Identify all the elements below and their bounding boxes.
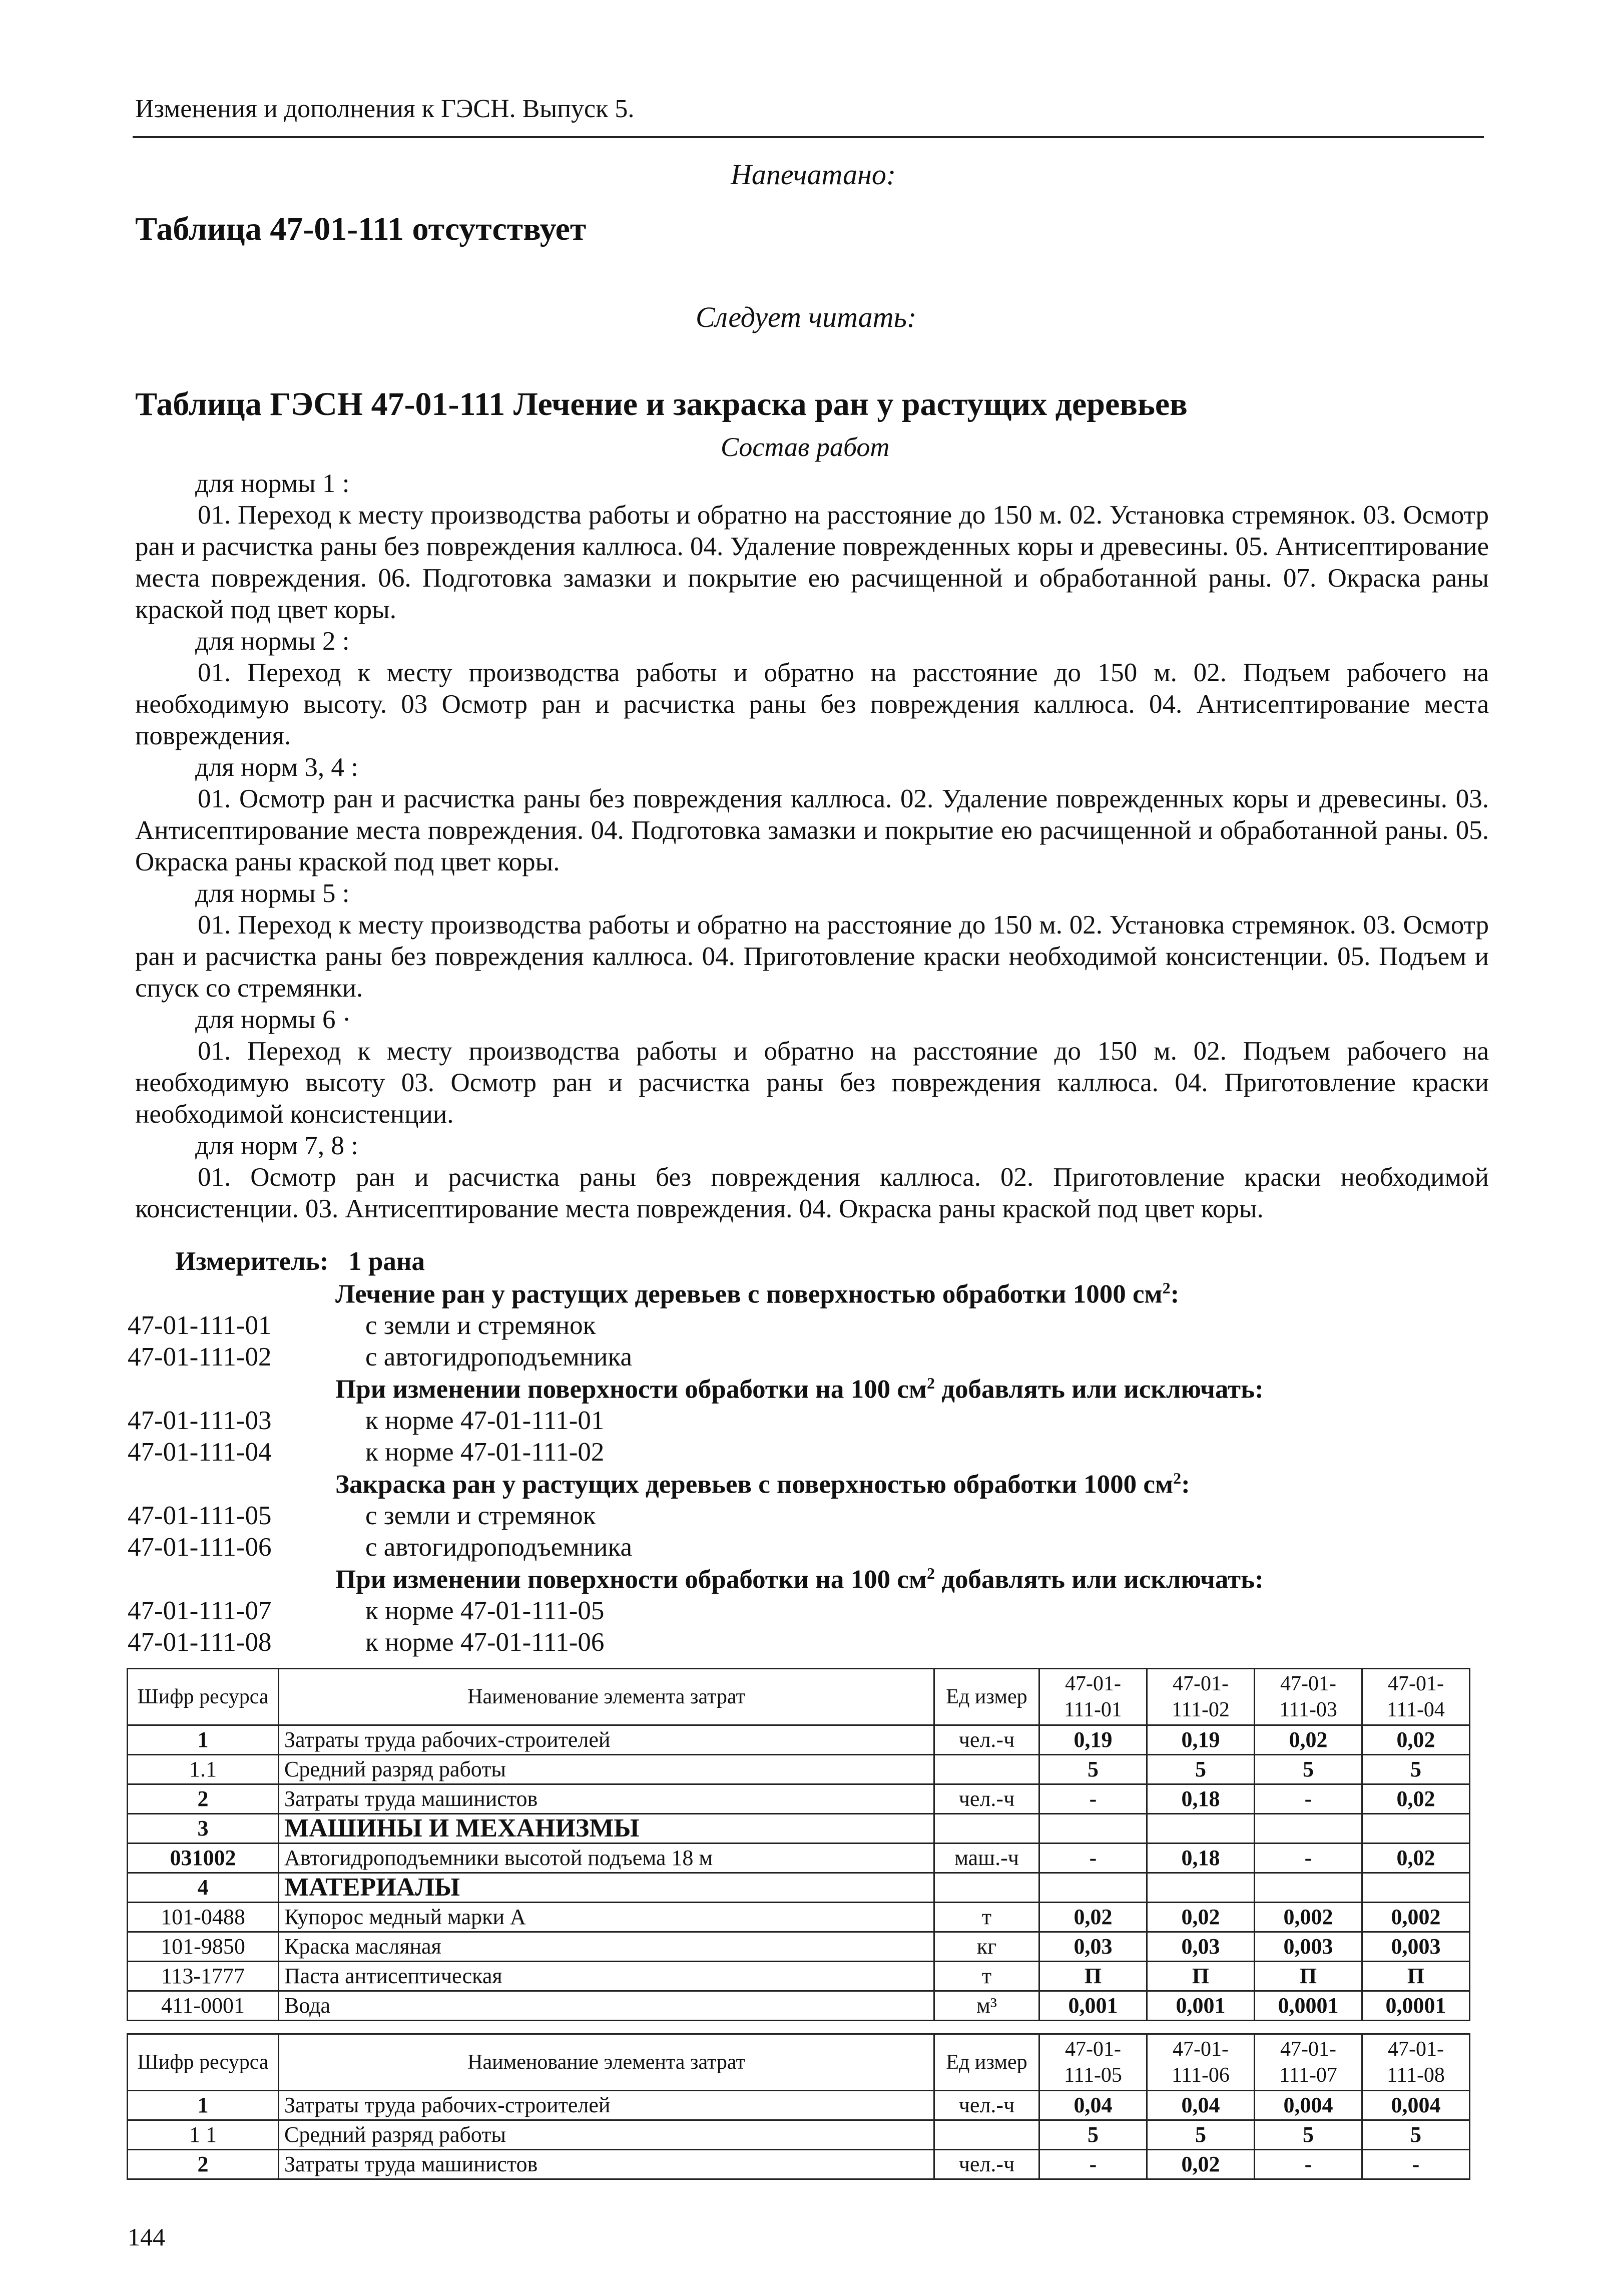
- norm-desc: с автогидроподъемника: [365, 1342, 633, 1371]
- cell-value: -: [1039, 1784, 1147, 1814]
- cell-value: 0,004: [1255, 2091, 1362, 2120]
- table-row: [128, 1844, 1470, 1873]
- cell-value: [1362, 1873, 1470, 1903]
- header-norm-column: 47-01- 111-04: [1362, 1669, 1470, 1725]
- norm-desc: к норме 47-01-111-02: [365, 1438, 605, 1467]
- cell-unit: [934, 2120, 1039, 2150]
- cell-name: Затраты труда машинистов: [279, 1784, 934, 1814]
- header-rule: [133, 136, 1484, 138]
- cell-value: -: [1255, 1844, 1362, 1873]
- work-composition: [135, 468, 1489, 1225]
- cell-unit: маш.-ч: [934, 1844, 1039, 1873]
- cell-name: МАТЕРИАЛЫ: [279, 1873, 934, 1903]
- table-row: [128, 2120, 1470, 2150]
- absent-table-title: Таблица 47-01-111 отсутствует: [135, 211, 587, 247]
- cell-value: -: [1255, 2150, 1362, 2179]
- group-heading: Лечение ран у растущих деревьев с поверхностью обработки 1000 $см^2$:: [335, 1279, 1180, 1309]
- cell-value: [1039, 1873, 1147, 1903]
- norm-desc: с земли и стремянок: [365, 1311, 596, 1340]
- table-header-row: [128, 2034, 1470, 2091]
- cell-unit: чел.-ч: [934, 1784, 1039, 1814]
- cell-value: 5: [1255, 1755, 1362, 1784]
- table-title: Таблица ГЭСН 47-01-111 Лечение и закраска ран у растущих деревьев: [135, 386, 1188, 422]
- cell-value: [1255, 1814, 1362, 1844]
- cell-value: 0,18: [1147, 1844, 1255, 1873]
- norm-code: 47-01-111-04: [128, 1438, 272, 1467]
- cell-value: 0,001: [1039, 1991, 1147, 2021]
- norm-label: для норм 7, 8 :: [195, 1131, 358, 1160]
- cell-name: Средний разряд работы: [279, 2120, 934, 2150]
- header-code: Шифр ресурса: [128, 2034, 279, 2091]
- header-norm-column: 47-01- 111-06: [1147, 2034, 1255, 2091]
- cell-value: 0,02: [1039, 1903, 1147, 1932]
- norm-label: для нормы 5 :: [195, 879, 350, 908]
- cell-value: 0,02: [1362, 1725, 1470, 1755]
- cell-value: [1147, 1814, 1255, 1844]
- cell-unit: [934, 1814, 1039, 1844]
- cell-name: МАШИНЫ И МЕХАНИЗМЫ: [279, 1814, 934, 1844]
- cell-unit: чел.-ч: [934, 1725, 1039, 1755]
- cell-name: Автогидроподъемники высотой подъема 18 м: [279, 1844, 934, 1873]
- table-row: [128, 1932, 1470, 1962]
- header-norm-column: 47-01- 111-02: [1147, 1669, 1255, 1725]
- cell-value: [1255, 1873, 1362, 1903]
- cell-value: -: [1039, 2150, 1147, 2179]
- norm-code: 47-01-111-08: [128, 1628, 272, 1657]
- header-norm-column: 47-01- 111-03: [1255, 1669, 1362, 1725]
- cell-code: 4: [128, 1873, 279, 1903]
- cell-value: [1362, 1814, 1470, 1844]
- cell-value: 5: [1147, 2120, 1255, 2150]
- cell-value: 0,02: [1147, 2150, 1255, 2179]
- norm-code: 47-01-111-03: [128, 1406, 272, 1435]
- cell-value: -: [1362, 2150, 1470, 2179]
- header-name: Наименование элемента затрат: [279, 1669, 934, 1725]
- norm-label: для нормы 1 :: [195, 469, 350, 498]
- running-header: Изменения и дополнения к ГЭСН. Выпуск 5.: [135, 95, 635, 123]
- norm-desc: с автогидроподъемника: [365, 1533, 633, 1562]
- cell-value: 5: [1039, 2120, 1147, 2150]
- cell-unit: т: [934, 1962, 1039, 1991]
- cell-code: 2: [128, 2150, 279, 2179]
- cell-value: 0,002: [1362, 1903, 1470, 1932]
- cell-value: 0,03: [1039, 1932, 1147, 1962]
- norm-desc: с земли и стремянок: [365, 1501, 596, 1530]
- cell-value: П: [1147, 1962, 1255, 1991]
- printed-label: Напечатано:: [731, 158, 896, 191]
- cell-name: Купорос медный марки А: [279, 1903, 934, 1932]
- cell-name: Паста антисептическая: [279, 1962, 934, 1991]
- cell-code: 1: [128, 2091, 279, 2120]
- table-row: [128, 1755, 1470, 1784]
- cell-value: 0,03: [1147, 1932, 1255, 1962]
- cell-unit: [934, 1755, 1039, 1784]
- norm-text: 01. Переход к месту производства работы и обратно на расстояние до 150 м. 02. Подъем рабочего на необходимую высоту. 03 Осмотр ран и расчистка раны без повреждения каллюса. 04. Антисептирование места повреждения.: [135, 658, 1489, 750]
- header-unit: Ед измер: [934, 2034, 1039, 2091]
- cell-value: -: [1039, 1844, 1147, 1873]
- table-row: [128, 1814, 1470, 1844]
- table-row: [128, 1903, 1470, 1932]
- cell-value: П: [1039, 1962, 1147, 1991]
- cell-value: 0,02: [1362, 1844, 1470, 1873]
- table-header-row: [128, 1669, 1470, 1725]
- header-norm-column: 47-01- 111-01: [1039, 1669, 1147, 1725]
- header-code: Шифр ресурса: [128, 1669, 279, 1725]
- cell-unit: чел.-ч: [934, 2091, 1039, 2120]
- norm-label: для нормы 2 :: [195, 627, 350, 656]
- cell-value: П: [1362, 1962, 1470, 1991]
- norm-code: 47-01-111-07: [128, 1596, 272, 1625]
- norm-label: для нормы 6 ·: [195, 1005, 351, 1034]
- cell-name: Средний разряд работы: [279, 1755, 934, 1784]
- cell-unit: чел.-ч: [934, 2150, 1039, 2179]
- norm-code: 47-01-111-06: [128, 1533, 272, 1562]
- cell-name: Затраты труда машинистов: [279, 2150, 934, 2179]
- norm-code: 47-01-111-01: [128, 1311, 272, 1340]
- cell-code: 411-0001: [128, 1991, 279, 2021]
- cell-value: 0,0001: [1255, 1991, 1362, 2021]
- cell-code: 3: [128, 1814, 279, 1844]
- header-unit: Ед измер: [934, 1669, 1039, 1725]
- resource-table-1: [127, 1668, 1470, 2021]
- table-row: [128, 2150, 1470, 2179]
- cell-name: Краска масляная: [279, 1932, 934, 1962]
- norm-label: для норм 3, 4 :: [195, 753, 358, 782]
- cell-code: 101-9850: [128, 1932, 279, 1962]
- cell-value: 0,02: [1362, 1784, 1470, 1814]
- cell-value: 0,0001: [1362, 1991, 1470, 2021]
- cell-code: 1: [128, 1725, 279, 1755]
- norm-text: 01. Осмотр ран и расчистка раны без повреждения каллюса. 02. Приготовление краски необходимой консистенции. 03. Антисептирование места повреждения. 04. Окраска раны краской под цвет коры.: [135, 1163, 1489, 1223]
- norm-desc: к норме 47-01-111-06: [365, 1628, 605, 1657]
- cell-value: 0,04: [1147, 2091, 1255, 2120]
- cell-code: 1 1: [128, 2120, 279, 2150]
- cell-name: Затраты труда рабочих-строителей: [279, 2091, 934, 2120]
- cell-value: 0,002: [1255, 1903, 1362, 1932]
- header-norm-column: 47-01- 111-05: [1039, 2034, 1147, 2091]
- header-norm-column: 47-01- 111-08: [1362, 2034, 1470, 2091]
- cell-name: Вода: [279, 1991, 934, 2021]
- table-row: [128, 1725, 1470, 1755]
- cell-value: -: [1255, 1784, 1362, 1814]
- norm-text: 01. Переход к месту производства работы и обратно на расстояние до 150 м. 02. Установка стремянок. 03. Осмотр ран и расчистка раны без повреждения каллюса. 04. Удаление поврежденных коры и древесины. 05. Антисептирование места повреждения. 06. Подготовка замазки и покрытие ею расчищенной и обработанной раны. 07. Окраска раны краской под цвет коры.: [135, 501, 1489, 624]
- norm-code: 47-01-111-02: [128, 1342, 272, 1371]
- cell-value: 5: [1362, 1755, 1470, 1784]
- group-heading: При изменении поверхности обработки на 100 $см^2$ добавлять или исключать:: [335, 1564, 1264, 1594]
- resource-table-1-body: [128, 1669, 1470, 2021]
- cell-code: 2: [128, 1784, 279, 1814]
- cell-unit: м³: [934, 1991, 1039, 2021]
- cell-code: 031002: [128, 1844, 279, 1873]
- norm-desc: к норме 47-01-111-05: [365, 1596, 605, 1625]
- cell-value: 0,18: [1147, 1784, 1255, 1814]
- resource-table-2: [127, 2033, 1470, 2180]
- norm-text: 01. Переход к месту производства работы и обратно на расстояние до 150 м. 02. Подъем рабочего на необходимую высоту 03. Осмотр ран и расчистка раны без повреждения каллюса. 04. Приготовление краски необходимой консистенции.: [135, 1037, 1489, 1129]
- read-label: Следует читать:: [696, 301, 917, 333]
- norm-text: 01. Переход к месту производства работы и обратно на расстояние до 150 м. 02. Установка стремянок. 03. Осмотр ран и расчистка раны без повреждения каллюса. 04. Приготовление краски необходимой консистенции. 05. Подъем и спуск со стремянки.: [135, 910, 1489, 1003]
- cell-value: 0,003: [1362, 1932, 1470, 1962]
- cell-value: 5: [1147, 1755, 1255, 1784]
- cell-value: 5: [1362, 2120, 1470, 2150]
- cell-name: Затраты труда рабочих-строителей: [279, 1725, 934, 1755]
- table-row: [128, 1962, 1470, 1991]
- cell-value: 0,003: [1255, 1932, 1362, 1962]
- group-heading: При изменении поверхности обработки на 100 $см^2$ добавлять или исключать:: [335, 1374, 1264, 1404]
- cell-value: 5: [1039, 1755, 1147, 1784]
- cell-code: 113-1777: [128, 1962, 279, 1991]
- cell-value: 0,19: [1039, 1725, 1147, 1755]
- norm-desc: к норме 47-01-111-01: [365, 1406, 605, 1435]
- table-row: [128, 1991, 1470, 2021]
- norm-text: 01. Осмотр ран и расчистка раны без повреждения каллюса. 02. Удаление поврежденных коры и древесины. 03. Антисептирование места повреждения. 04. Подготовка замазки и покрытие ею расчищенной и обработанной раны. 05. Окраска раны краской под цвет коры.: [135, 784, 1489, 876]
- cell-value: 0,02: [1255, 1725, 1362, 1755]
- cell-value: 0,004: [1362, 2091, 1470, 2120]
- cell-value: [1039, 1814, 1147, 1844]
- cell-code: 1.1: [128, 1755, 279, 1784]
- norm-code: 47-01-111-05: [128, 1501, 272, 1530]
- cell-unit: [934, 1873, 1039, 1903]
- table-row: [128, 2091, 1470, 2120]
- cell-value: 0,02: [1147, 1903, 1255, 1932]
- composition-label: Состав работ: [721, 432, 890, 462]
- group-heading: Закраска ран у растущих деревьев с поверхностью обработки 1000 $см^2$:: [335, 1469, 1190, 1499]
- table-row: [128, 1873, 1470, 1903]
- table-row: [128, 1784, 1470, 1814]
- header-norm-column: 47-01- 111-07: [1255, 2034, 1362, 2091]
- header-name: Наименование элемента затрат: [279, 2034, 934, 2091]
- page-number: 144: [128, 2223, 165, 2251]
- cell-value: [1147, 1873, 1255, 1903]
- measure-line: [175, 1246, 425, 1276]
- measure-label: Измеритель:: [175, 1247, 329, 1276]
- cell-value: 0,001: [1147, 1991, 1255, 2021]
- cell-value: П: [1255, 1962, 1362, 1991]
- cell-code: 101-0488: [128, 1903, 279, 1932]
- measure-value: 1 рана: [348, 1247, 425, 1276]
- resource-table-2-body: [128, 2034, 1470, 2179]
- cell-value: 0,19: [1147, 1725, 1255, 1755]
- cell-unit: кг: [934, 1932, 1039, 1962]
- cell-value: 0,04: [1039, 2091, 1147, 2120]
- cell-unit: т: [934, 1903, 1039, 1932]
- cell-value: 5: [1255, 2120, 1362, 2150]
